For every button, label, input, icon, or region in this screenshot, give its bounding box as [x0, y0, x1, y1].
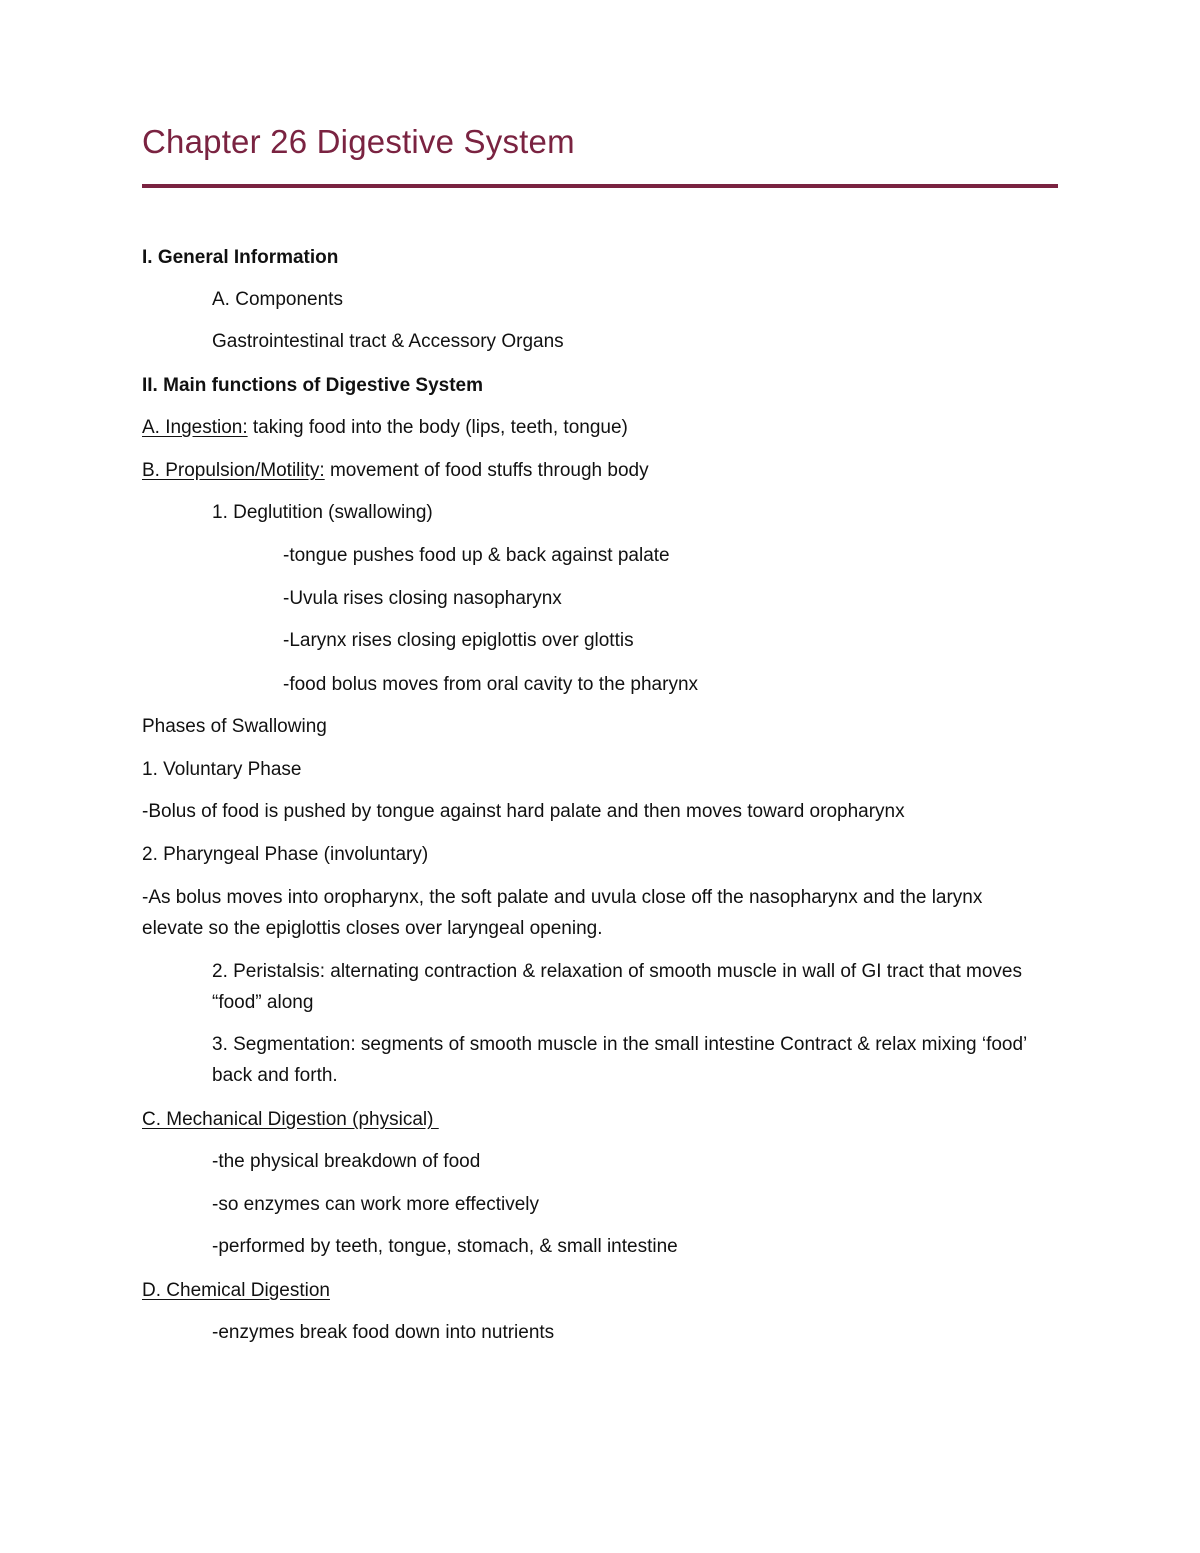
pharyngeal-phase-text: -As bolus moves into oropharynx, the soft palate and uvula close off the nasopharynx and the larynx elevate so the epiglottis closes over laryngeal opening. [142, 887, 983, 939]
ingestion-text: taking food into the body (lips, teeth, tongue) [247, 417, 628, 438]
peristalsis-text: 2. Peristalsis: alternating contraction & relaxation of smooth muscle in wall of GI tract that moves “food” along [212, 961, 1022, 1013]
propulsion-text: movement of food stuffs through body [324, 460, 649, 481]
deglutition-step: -Uvula rises closing nasopharynx [283, 588, 562, 609]
deglutition-heading: 1. Deglutition (swallowing) [212, 502, 433, 523]
voluntary-phase-title: 1. Voluntary Phase [142, 759, 302, 780]
propulsion-label: B. Propulsion/Motility: [142, 460, 325, 481]
page-title: Chapter 26 Digestive System [142, 123, 575, 160]
mechanical-item: -performed by teeth, tongue, stomach, & small intestine [212, 1236, 678, 1257]
deglutition-step: -Larynx rises closing epiglottis over glottis [283, 630, 634, 651]
pharyngeal-phase-title: 2. Pharyngeal Phase (involuntary) [142, 844, 429, 865]
chemical-digestion-label: D. Chemical Digestion [142, 1280, 330, 1301]
segmentation-text: 3. Segmentation: segments of smooth muscle in the small intestine Contract & relax mixing ‘food’ back and forth. [212, 1034, 1027, 1086]
phases-heading: Phases of Swallowing [142, 716, 327, 737]
mechanical-digestion-label: C. Mechanical Digestion (physical) [142, 1109, 439, 1130]
deglutition-step: -food bolus moves from oral cavity to the pharynx [283, 674, 699, 695]
mechanical-item: -the physical breakdown of food [212, 1151, 481, 1172]
mechanical-digestion-line [142, 1104, 439, 1135]
section-heading-main-functions: II. Main functions of Digestive System [142, 375, 484, 396]
title-divider [142, 184, 1058, 188]
propulsion-line [142, 455, 649, 486]
ingestion-line [142, 412, 628, 443]
subheading-components: A. Components [212, 289, 343, 310]
voluntary-phase-text: -Bolus of food is pushed by tongue against hard palate and then moves toward oropharynx [142, 801, 905, 822]
chemical-digestion-line [142, 1275, 330, 1306]
mechanical-item: -so enzymes can work more effectively [212, 1194, 539, 1215]
deglutition-step: -tongue pushes food up & back against palate [283, 545, 670, 566]
ingestion-label: A. Ingestion: [142, 417, 248, 438]
chemical-item: -enzymes break food down into nutrients [212, 1322, 555, 1343]
components-text: Gastrointestinal tract & Accessory Organs [212, 331, 564, 352]
section-heading-general-information: I. General Information [142, 247, 339, 268]
